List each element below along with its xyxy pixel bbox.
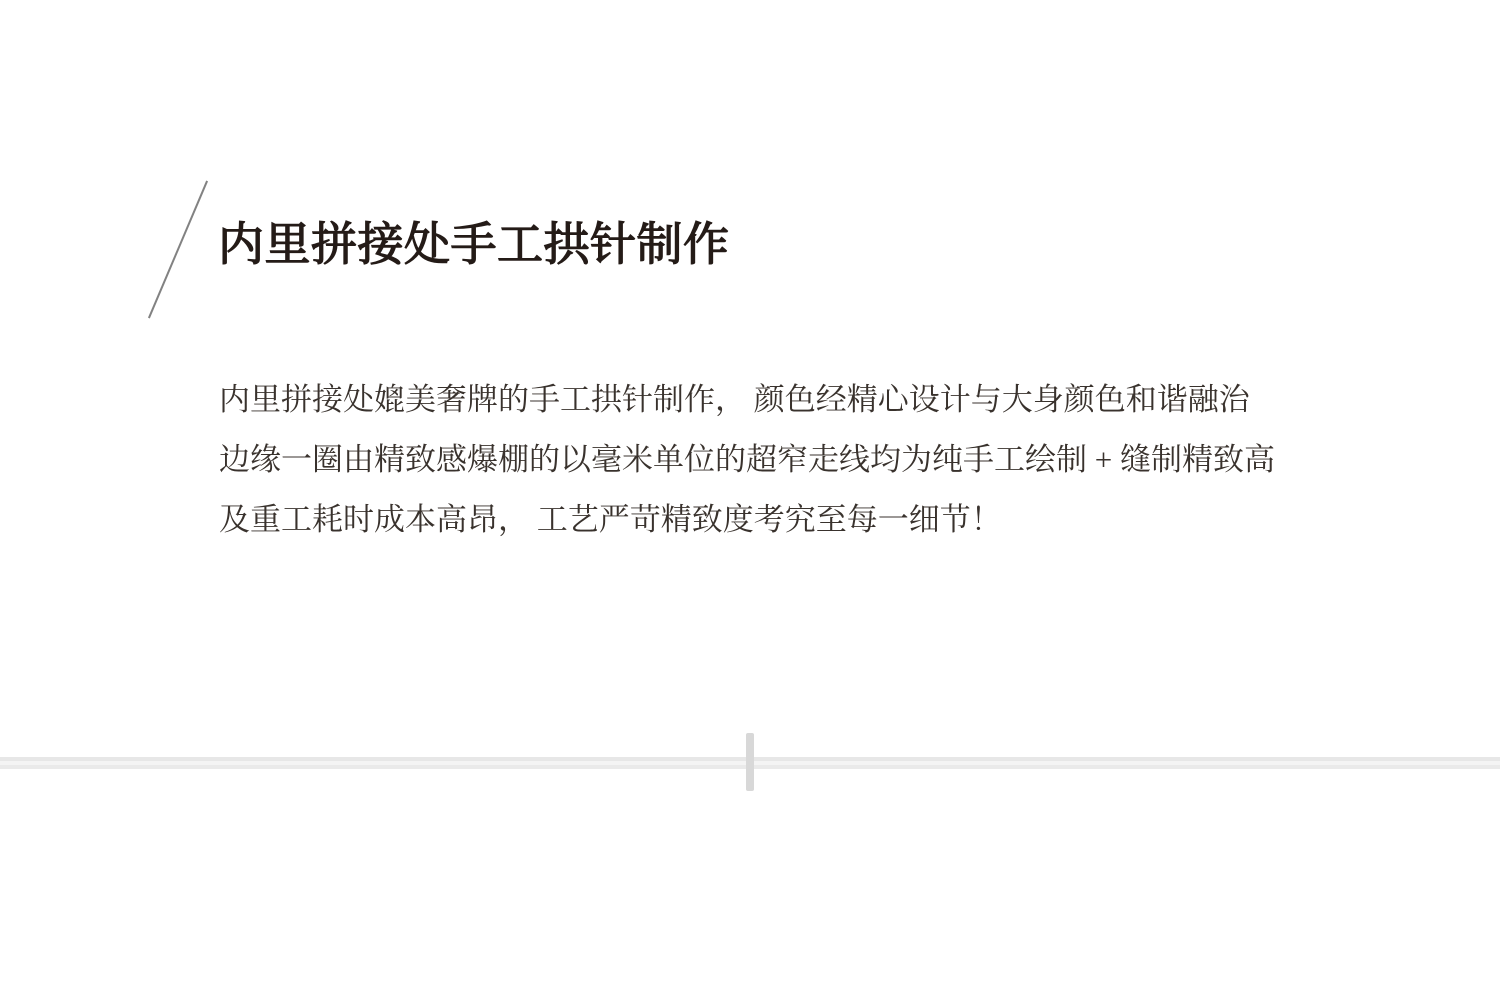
divider-center-tick bbox=[746, 733, 754, 791]
paragraph-line: 内里拼接处媲美奢牌的手工拱针制作， 颜色经精心设计与大身颜色和谐融治 bbox=[219, 382, 1250, 417]
description-paragraph bbox=[219, 370, 1319, 550]
paragraph-line: 及重工耗时成本高昂， 工艺严苛精致度考究至每一细节！ bbox=[219, 502, 1002, 537]
paragraph-line: 边缘一圈由精致感爆棚的以毫米单位的超窄走线均为纯手工绘制 + 缝制精致高 bbox=[219, 442, 1275, 477]
diagonal-accent-line bbox=[148, 181, 208, 319]
section-title: 内里拼接处手工拱针制作 bbox=[218, 219, 730, 270]
